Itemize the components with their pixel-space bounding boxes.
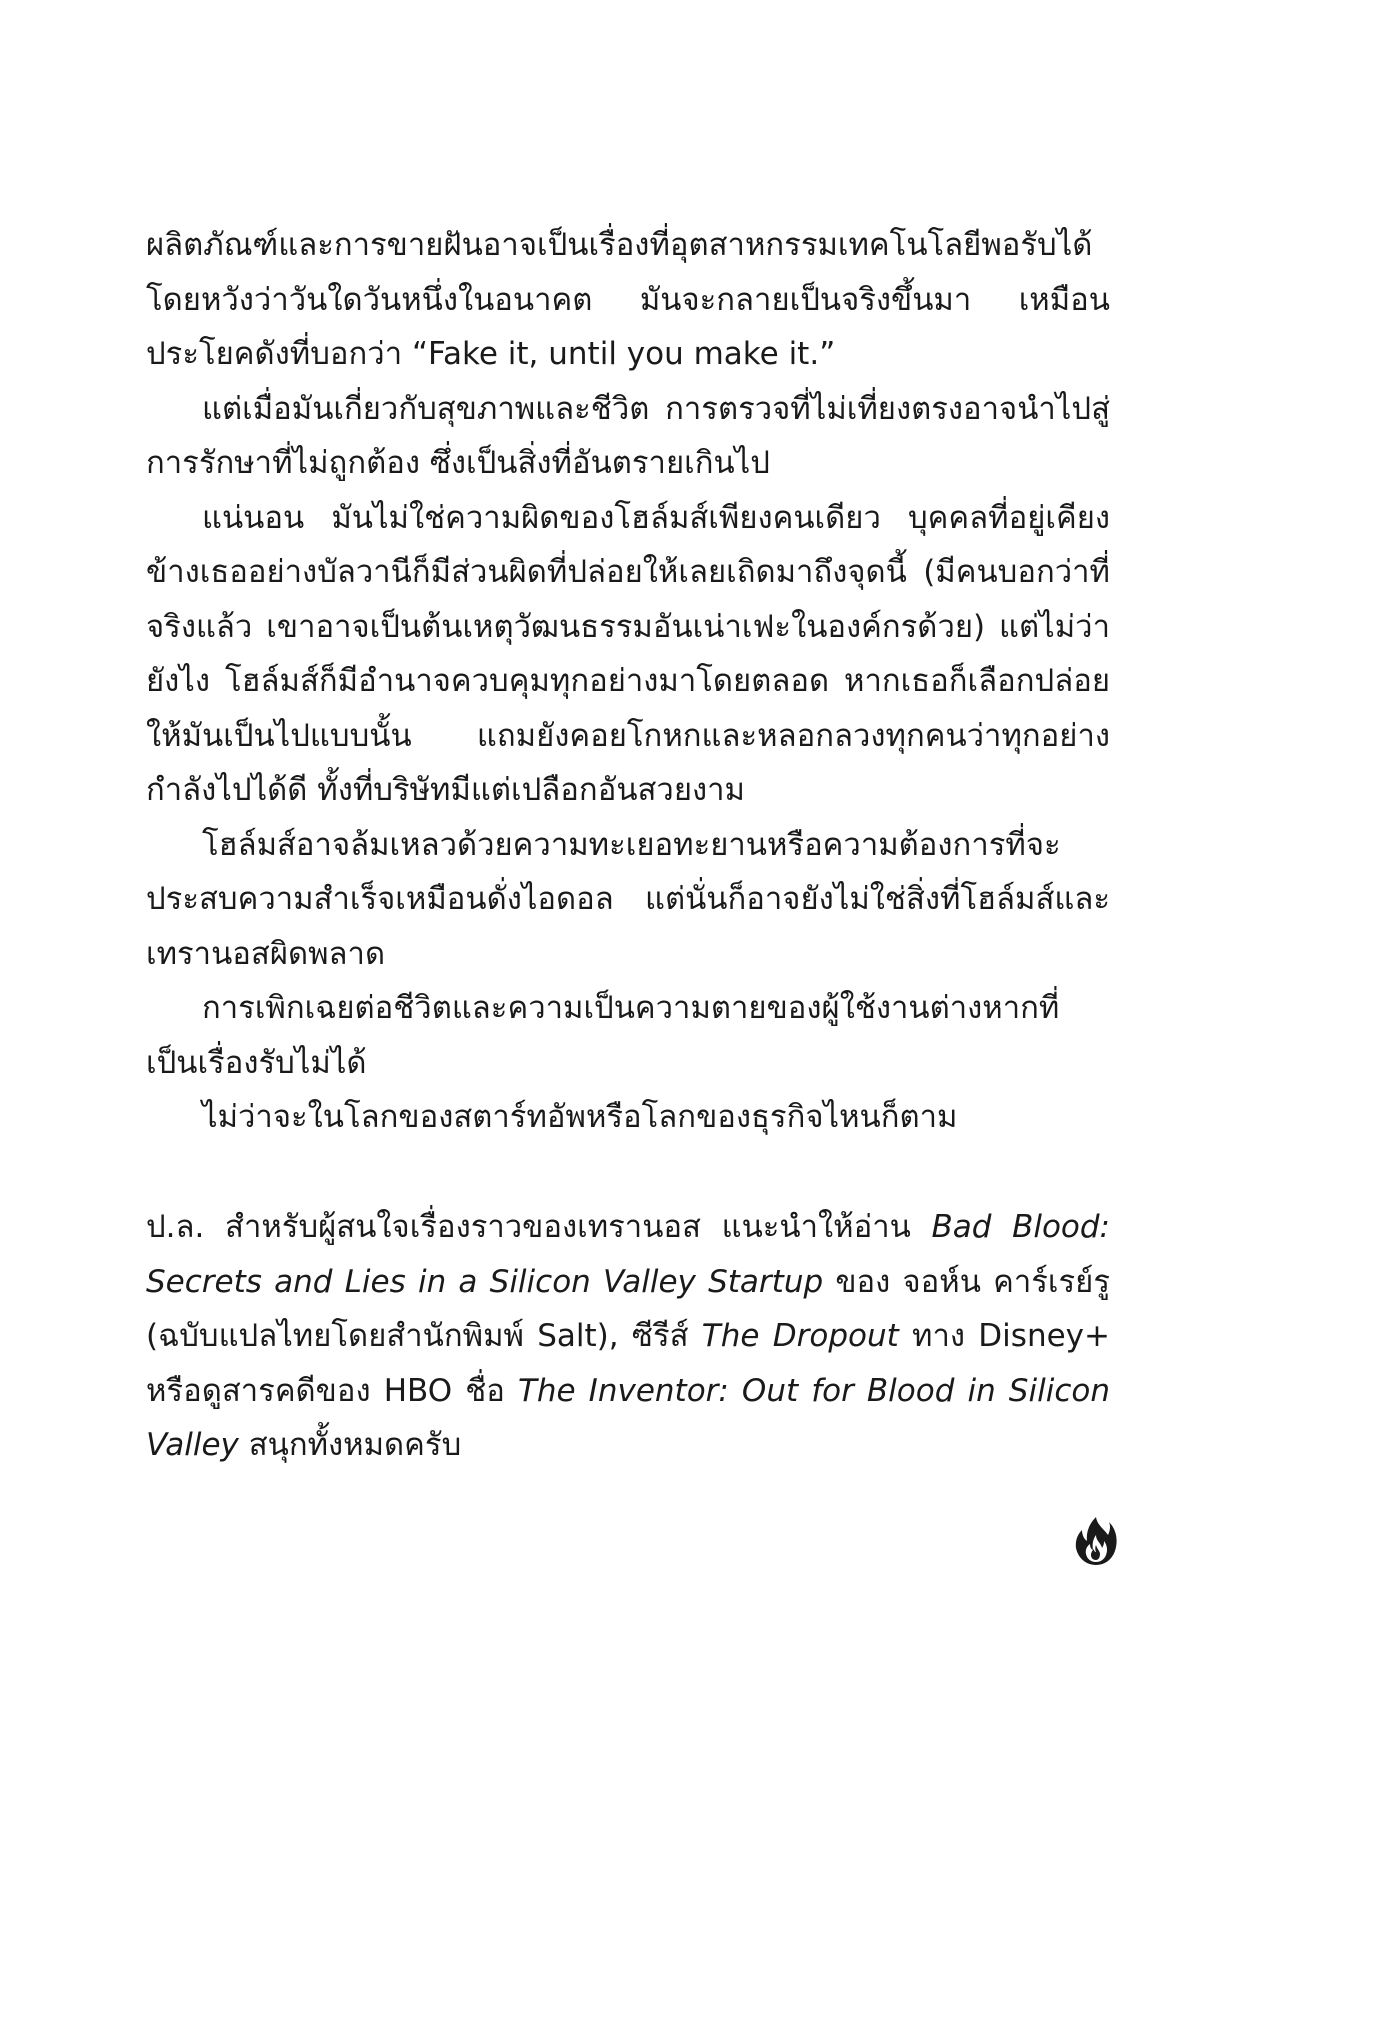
paragraph-2: แต่เมื่อมันเกี่ยวกับสุขภาพและชีวิต การตรวจที่ไม่เที่ยงตรงอาจนำไปสู่การรักษาที่ไม่ถูกต้อง ซึ่งเป็นสิ่งที่อันตรายเกินไป	[146, 390, 1110, 481]
paragraph-1: ผลิตภัณฑ์และการขายฝันอาจเป็นเรื่องที่อุตสาหกรรมเทคโนโลยีพอรับได้ โดยหวังว่าวันใดวันหนึ่งในอนาคต มันจะกลายเป็นจริงขึ้นมา เหมือนประโยคดังที่บอกว่า “Fake it, until you make it.”	[146, 227, 1110, 372]
paragraph-4: โฮล์มส์อาจล้มเหลวด้วยความทะเยอทะยานหรือความต้องการที่จะประสบความสำเร็จเหมือนดั่งไอดอล แต่นั่นก็อาจยังไม่ใช่สิ่งที่โฮล์มส์และเทรานอสผิดพลาด	[146, 826, 1110, 972]
book-title: Bad Blood: Secrets and Lies in a Silicon Valley Startup	[146, 1209, 1110, 1300]
paragraph-3: แน่นอน มันไม่ใช่ความผิดของโฮล์มส์เพียงคนเดียว บุคคลที่อยู่เคียงข้างเธออย่างบัลวานีก็มีส่วนผิดที่ปล่อยให้เลยเถิดมาถึงจุดนี้ (มีคนบอกว่าที่จริงแล้ว เขาอาจเป็นต้นเหตุวัฒนธรรมอันเน่าเฟะในองค์กรด้วย) แต่ไม่ว่ายังไง โฮล์มส์ก็มีอำนาจควบคุมทุกอย่างมาโดยตลอด หากเธอก็เลือกปล่อยให้มันเป็นไปแบบนั้น แถมยังคอยโกหกและหลอกลวงทุกคนว่าทุกอย่างกำลังไปได้ดี ทั้งที่บริษัทมีแต่เปลือกอันสวยงาม	[146, 499, 1110, 808]
postscript-text-1: ป.ล. สำหรับผู้สนใจเรื่องราวของเทรานอส แนะนำให้อ่าน	[146, 1209, 932, 1245]
article-body	[146, 218, 1110, 1145]
flame-icon	[1074, 1515, 1118, 1567]
postscript-text-3: ทาง Disney+ หรือดูสารคดีของ HBO ชื่อ	[146, 1318, 1110, 1409]
documentary-title: The Inventor: Out for Blood in Silicon Valley	[146, 1372, 1110, 1463]
paragraph-6: ไม่ว่าจะในโลกของสตาร์ทอัพหรือโลกของธุรกิจไหนก็ตาม	[202, 1099, 958, 1135]
postscript	[146, 1200, 1110, 1473]
postscript-text-2: ของ จอห์น คาร์เรย์รู (ฉบับแปลไทยโดยสำนักพิมพ์ Salt), ซีรีส์	[146, 1263, 1110, 1354]
paragraph-5: การเพิกเฉยต่อชีวิตและความเป็นความตายของผู้ใช้งานต่างหากที่เป็นเรื่องรับไม่ได้	[146, 990, 1060, 1081]
series-title: The Dropout	[701, 1318, 899, 1354]
postscript-text-4: สนุกทั้งหมดครับ	[238, 1427, 462, 1463]
